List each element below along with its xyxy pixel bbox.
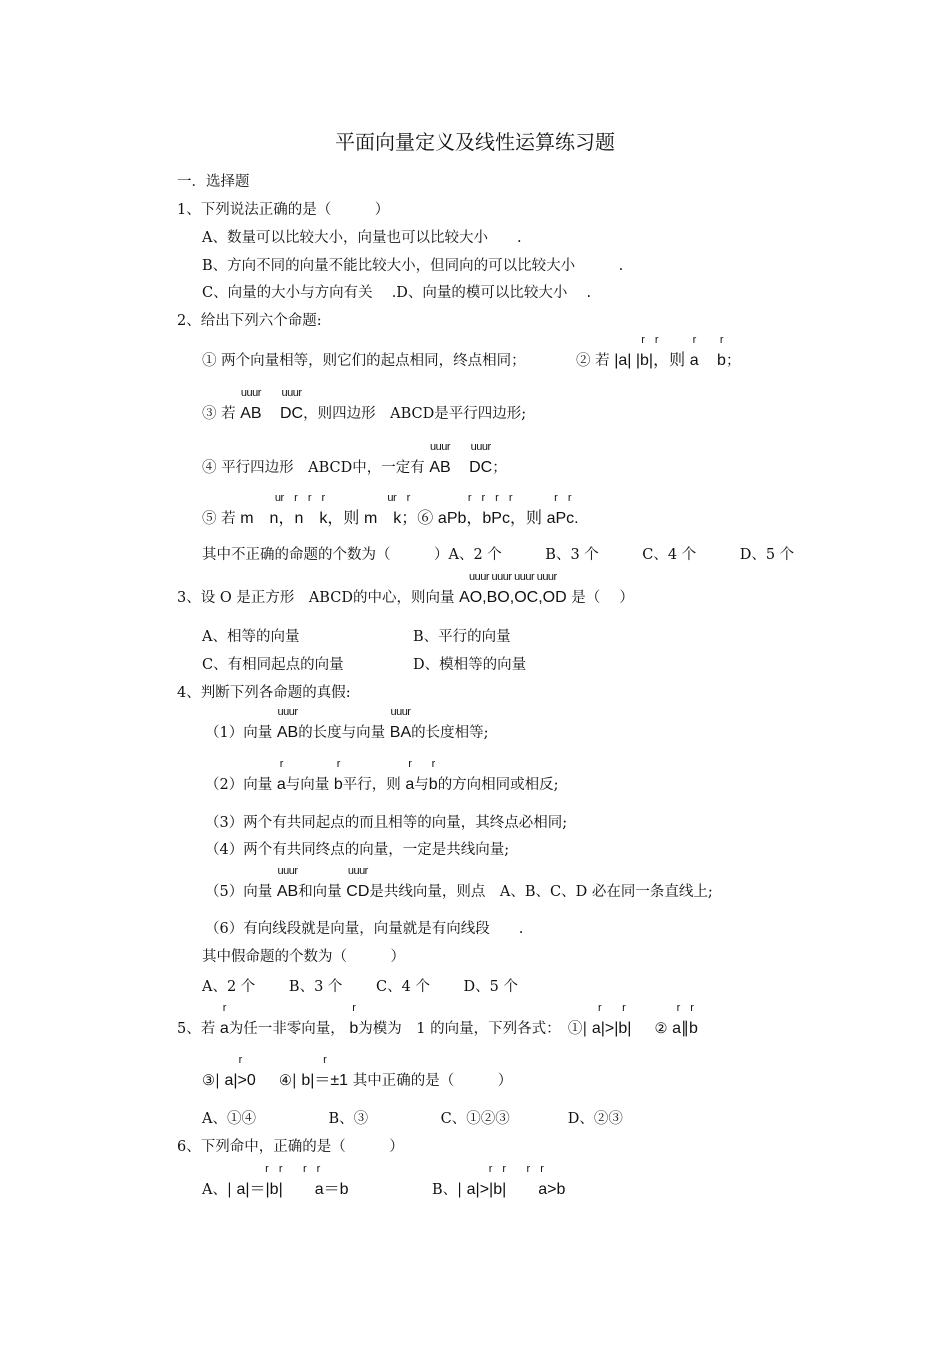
q2-p2-expr: r r |a| |b|，则 — [614, 334, 686, 369]
q3-option-a: A、相等的向量 — [202, 629, 300, 645]
vector-mark: r — [323, 1054, 327, 1066]
q5-expr-4: r b|＝±1 — [301, 1054, 349, 1089]
q3-option-d: D、模相等的向量 — [413, 657, 527, 673]
q5-vec-b: r b — [349, 1002, 359, 1037]
q1-option-cd: C、向量的大小与方向有关 .D、向量的模可以比较大小 . — [202, 285, 592, 301]
vector-mark: r — [408, 758, 412, 770]
vector-mark: r r — [554, 492, 571, 504]
q6-option-a: A、| r r r r a|＝|b| a＝b — [202, 1163, 349, 1198]
q4-statement-4: （4）两个有共同终点的向量，一定是共线向量; — [205, 842, 510, 858]
q5-stem: 5、若 r a为任一非零向量， r b为模为 1 的向量，下列各式： ①| r r a|>|b| ② r r a∥b — [177, 1002, 698, 1037]
vector-mark: uuur — [347, 865, 368, 877]
q2-p3-vec-ab: uuur AB — [240, 387, 262, 422]
q3-vectors: uuur uuur uuur uuur AO,BO,OC,OD — [459, 571, 567, 606]
q4-ask: 其中假命题的个数为（ ） — [202, 949, 405, 965]
section-heading: 一．选择题 — [177, 174, 250, 190]
q5-options: A、①④ B、③ C、①②③ D、②③ — [202, 1111, 623, 1127]
q2-stem: 2、给出下列六个命题: — [177, 313, 322, 329]
vector-mark: r r r r — [265, 1163, 320, 1175]
q4-s1-vec-ba: uuur BA — [389, 706, 412, 741]
q2-proposition-2: ② 若 r r |a| |b|，则 r a r b； — [576, 334, 741, 369]
vector-mark: r r r r — [467, 492, 513, 504]
vector-mark: r r — [641, 334, 659, 346]
page-title: 平面向量定义及线性运算练习题 — [335, 130, 615, 154]
q4-statement-5: （5）向量 uuur AB和向量 uuur CD是共线向量，则点 A、B、C、D 必在同一条直线上; — [205, 865, 713, 900]
q1-stem: 1、下列说法正确的是（ ） — [177, 202, 390, 218]
q4-statement-3: （3）两个有共同起点的而且相等的向量，其终点必相同; — [205, 815, 568, 831]
vector-mark: r r r r — [488, 1163, 544, 1175]
vector-mark: r — [238, 1054, 242, 1066]
q4-statement-1: （1）向量 uuur AB的长度与向量 uuur BA的长度相等; — [205, 706, 489, 741]
q2-p5-expr2: ur r m k；⑥ — [363, 492, 434, 527]
vector-mark: uuur — [240, 387, 261, 399]
q2-p3-vec-dc: uuur DC — [280, 387, 304, 422]
q2-p2-vec-a: r a — [689, 334, 699, 369]
q4-s5-vec-cd: uuur CD — [346, 865, 370, 900]
q5-expr-3: r a|>0 — [224, 1054, 256, 1089]
q2-p4-vec-ab: uuur AB — [429, 441, 451, 476]
q4-s1-vec-ab: uuur AB — [276, 706, 299, 741]
vector-mark: ur r — [387, 492, 410, 504]
vector-mark: r — [222, 1002, 226, 1014]
q2-p6-conclusion: r r aPc. — [546, 492, 579, 527]
q3-stem: 3、设 O 是正方形 ABCD的中心，则向量 uuur uuur uuur uuur AO,BO,OC,OD 是（ ） — [177, 571, 634, 606]
q6-stem: 6、下列命中，正确的是（ ） — [177, 1139, 404, 1155]
q3-option-b: B、平行的向量 — [413, 629, 511, 645]
vector-mark: uuur — [430, 441, 451, 453]
q4-stem: 4、判断下列各命题的真假: — [177, 685, 351, 701]
q4-statement-2: （2）向量 r a与向量 r b平行，则 r a与 r b的方向相同或相反; — [205, 758, 559, 793]
vector-mark: uuur — [470, 441, 491, 453]
vector-mark: uuur — [277, 865, 298, 877]
q6-a-expr: r r r r a|＝|b| a＝b — [236, 1163, 349, 1198]
q5-line-2: ③| r a|>0 ④| r b|＝±1 其中正确的是（ ） — [202, 1054, 513, 1089]
vector-mark: r r — [597, 1002, 626, 1014]
q2-proposition-5-6: ⑤ 若 ur r r r m n，n k，则 ur r m k；⑥ r r r r aPb，bPc，则 r r aPc. — [202, 492, 579, 527]
vector-mark: uuur — [281, 387, 302, 399]
q4-s2-vec-a: r a — [276, 758, 286, 793]
q2-p2-prefix: ② 若 — [576, 353, 610, 369]
q5-expr-1: r r a|>|b| — [591, 1002, 632, 1037]
vector-mark: r r — [676, 1002, 694, 1014]
q2-proposition-3: ③ 若 uuur AB uuur DC，则四边形 ABCD是平行四边形; — [202, 387, 527, 422]
q4-statement-6: （6）有向线段就是向量，向量就是有向线段 . — [205, 921, 524, 937]
vector-mark: uuur — [390, 706, 411, 718]
q4-s5-vec-ab: uuur AB — [276, 865, 299, 900]
vector-mark: r — [336, 758, 340, 770]
q2-p4-vec-dc: uuur DC — [469, 441, 493, 476]
q1-option-a: A、数量可以比较大小，向量也可以比较大小 . — [202, 230, 522, 246]
q2-ask-options: 其中不正确的命题的个数为（ ）A、2 个 B、3 个 C、4 个 D、5 个 — [202, 547, 795, 563]
q4-s2-vec-b2: r b — [428, 758, 438, 793]
vector-mark: uuur uuur uuur uuur — [468, 571, 557, 583]
vector-mark: r — [431, 758, 435, 770]
q2-proposition-1: ① 两个向量相等，则它们的起点相同，终点相同； — [202, 353, 526, 369]
q5-vec-a: r a — [219, 1002, 229, 1037]
q2-p2-vec-b: r b — [717, 334, 726, 369]
q4-s2-vec-b: r b — [333, 758, 343, 793]
q2-p6-expr: r r r r aPb，bPc，则 — [437, 492, 542, 527]
q6-b-expr: r r r r a|>|b| a>b — [466, 1163, 566, 1198]
vector-mark: r — [719, 334, 724, 346]
q1-option-b: B、方向不同的向量不能比较大小，但同向的可以比较大小 . — [202, 258, 624, 274]
vector-mark: r — [279, 758, 283, 770]
q4-s2-vec-a2: r a — [405, 758, 415, 793]
q3-option-c: C、有相同起点的向量 — [202, 657, 344, 673]
q4-options: A、2 个 B、3 个 C、4 个 D、5 个 — [202, 979, 519, 995]
q6-option-b: B、| r r r r a|>|b| a>b — [432, 1163, 566, 1198]
q2-proposition-4: ④ 平行四边形 ABCD中，一定有 uuur AB uuur DC； — [202, 441, 507, 476]
vector-mark: r — [352, 1002, 356, 1014]
q2-p5-expr1: ur r r r m n，n k，则 — [240, 492, 360, 527]
vector-mark: uuur — [277, 706, 298, 718]
vector-mark: r — [692, 334, 696, 346]
vector-mark: ur r r r — [274, 492, 325, 504]
q5-expr-2: r r a∥b — [672, 1002, 698, 1037]
